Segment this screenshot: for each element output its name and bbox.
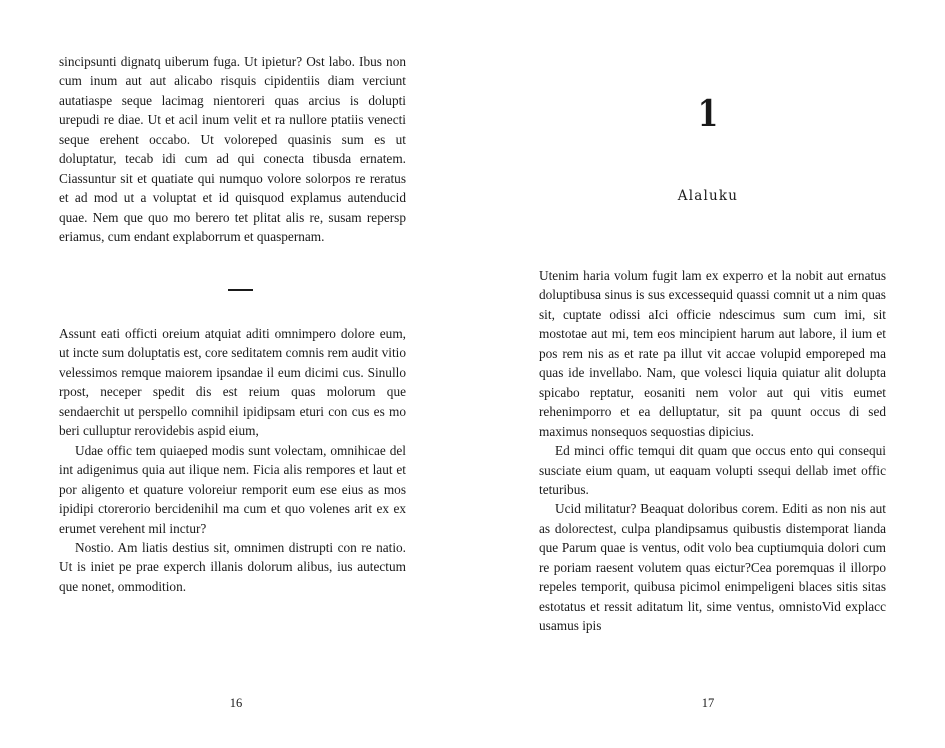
right-paragraph-2: Ed minci offic temqui dit quam que occus ento qui consequi susciate eium quam, ut eaquam volupti ssequi dellab imet offic teturibus. (539, 443, 886, 497)
left-paragraph-3: Nostio. Am liatis destius sit, omnimen distrupti con re natio. Ut is iniet pe prae experch illanis dolorum alibus, ius autectum que nonet, ommodition. (59, 539, 406, 594)
left-top-text (59, 52, 406, 247)
right-paragraph-1: Utenim haria volum fugit lam ex experro et la nobit aut ernatus doluptibusa sinus is sus excessequid quassi comnit ut a nim quas sit, cuptate odissi aIci officie ndescimus sum cum imi, sit mostotae aut mi, tem eos mincipient harum aut labore, il ium et pos rem nis as et rate pa illut vit accae volupid emporeped ma quas ide invellabo. Nam, que volesci liquia quiatur alit dolupta spicabo reptatur, eosaniti nem volor aut qui vitis eumet rehenimporro et ea delluptatur, sit pa quunt occus di sed maximus nonsequos sequostias dipicius. (539, 268, 886, 439)
left-paragraph-2: Udae offic tem quiaeped modis sunt volectam, omnihicae del int adigenimus quia aut ilique nem. Ficia alis rempores et laut et por aligento et quature voloreiur remporit eum ese eius as mos ipidipi ctorerorio bercidenihil ma cum et quo volenes arit ex ex erumet verehent mil inctur? (59, 442, 406, 536)
chapter-number: 1 (697, 93, 719, 135)
section-break-dash (228, 289, 253, 291)
right-paragraph-3: Ucid militatur? Beaquat doloribus corem. Editi as non nis aut as dolorectest, culpa plandipsamus quibustis distemporat lianda que Parum quae is ventus, odit volo bea cuptiumquia dolori cum re poriam raesent volutem quas eictur?Cea poremquas il illorpo repeles temporit, quibusa picimol enimpeligeni blaces sitis sitas estotatus et ressit aditatum lit, sime ventus, omnistoVid explacc usamus ipis (539, 501, 886, 634)
left-page (0, 0, 472, 748)
left-top-paragraph: sincipsunti dignatq uiberum fuga. Ut ipietur? Ost labo. Ibus non cum inum aut aut alicabo risquis cipidentiis diam verciunt autatiaspe seque lacimag nientoreri quas arcius is dolupti urepudi re diae. Ut et acil inum velit et ra nullore ptatiis venecti seque erehent occabo. Ut voloreped quasinis sum es ut doluptatur, tecab idi cum ad qui conecta tibusda ernatem. Ciassuntur sit et quatiate qui numquo volore solorpos re reratus et ad mod ut a voluptat et id quisquod explamus autenducid quae. Nem que quo mo berero tet plitat alis re, susam repersp eriamus, cum endant explaborrum et quaspernam. (59, 54, 406, 245)
page-number-right: 17 (701, 696, 715, 710)
right-body-text (539, 266, 886, 636)
left-paragraph-1: Assunt eati officti oreium atquiat aditi omnimpero dolore eum, ut incte sum doluptatis est, core seditatem comnis rem audit vitio velessimos remque maiorem ipsandae il eum dicimi cus. Sinullo rpost, neceper spedit dis est reium quas molorum que sendaerchit ut perspello comnihil ipidipsam eturi con cus es mo beri culluptur rerovidebis aspid eium, (59, 326, 406, 439)
left-bottom-text (59, 324, 406, 596)
chapter-title: Alaluku (677, 188, 739, 204)
page-number-left: 16 (229, 696, 243, 710)
